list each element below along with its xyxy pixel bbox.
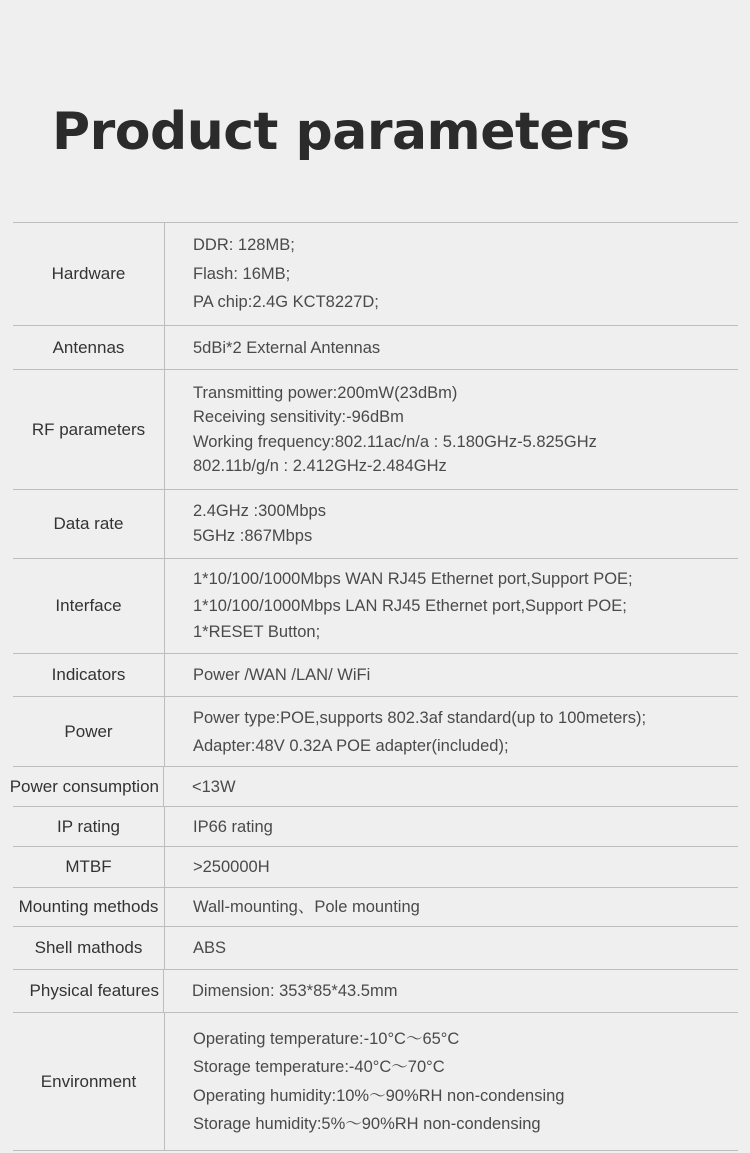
row-value	[165, 888, 738, 926]
row-label: Physical features	[13, 970, 164, 1012]
table-row	[9, 767, 738, 807]
value-line: Storage temperature:-40°C～70°C	[193, 1058, 445, 1076]
row-value	[165, 697, 738, 766]
row-label: Power	[13, 697, 165, 766]
value-line: 1*10/100/1000Mbps WAN RJ45 Ethernet port,Support POE;	[193, 570, 633, 589]
value-line: IP66 rating	[193, 817, 273, 836]
table-row	[13, 1013, 738, 1151]
page-title: Product parameters	[52, 102, 630, 162]
value-line: 802.11b/g/n : 2.412GHz-2.484GHz	[193, 457, 447, 475]
value-line: Dimension: 353*85*43.5mm	[192, 982, 398, 1000]
value-line: PA chip:2.4G KCT8227D;	[193, 293, 379, 312]
table-row	[13, 559, 738, 654]
row-label: Antennas	[13, 326, 165, 369]
value-line: 5dBi*2 External Antennas	[193, 338, 381, 357]
value-line: ABS	[193, 939, 227, 957]
value-line: Working frequency:802.11ac/n/a : 5.180GHz-5.825GHz	[193, 432, 597, 451]
row-value	[165, 847, 738, 887]
row-label: Shell mathods	[13, 927, 165, 969]
value-line: Transmitting power:200mW(23dBm)	[193, 383, 458, 402]
table-row	[13, 807, 738, 847]
row-value	[165, 326, 738, 369]
row-value	[165, 559, 738, 653]
value-line: Power /WAN /LAN/ WiFi	[193, 666, 371, 684]
row-value	[165, 927, 738, 969]
value-line: Adapter:48V 0.32A POE adapter(included);	[193, 736, 509, 755]
value-line: Operating humidity:10%～90%RH non-condensing	[193, 1086, 565, 1105]
value-line: Wall-mounting、Pole mounting	[193, 898, 420, 916]
table-row	[13, 697, 738, 767]
table-row	[13, 370, 738, 490]
row-label: Environment	[13, 1013, 165, 1150]
row-label: RF parameters	[13, 370, 165, 489]
row-value	[165, 223, 738, 325]
value-line: >250000H	[193, 858, 270, 876]
table-row	[13, 654, 738, 697]
value-line: Operating temperature:-10°C～65°C	[193, 1029, 460, 1048]
value-line: Flash: 16MB;	[193, 264, 291, 283]
row-value	[164, 970, 738, 1012]
table-row	[13, 970, 738, 1013]
row-label: Hardware	[13, 223, 165, 325]
row-label: Power consumption	[13, 767, 164, 806]
row-label: Interface	[13, 559, 165, 653]
value-line: 1*RESET Button;	[193, 623, 321, 642]
row-label: Mounting methods	[13, 888, 165, 926]
value-line: 5GHz :867Mbps	[193, 527, 313, 545]
row-label: IP rating	[13, 807, 165, 846]
row-label: Indicators	[13, 654, 165, 696]
row-value	[165, 490, 738, 558]
table-row	[13, 326, 738, 370]
row-value	[165, 654, 738, 696]
row-label: Data rate	[13, 490, 165, 558]
table-row	[13, 223, 738, 326]
parameters-table	[9, 222, 738, 1151]
table-row	[13, 847, 738, 888]
table-row	[13, 927, 738, 970]
row-value	[165, 1013, 738, 1150]
value-line: 2.4GHz :300Mbps	[193, 502, 326, 520]
value-line: Storage humidity:5%～90%RH non-condensing	[193, 1115, 541, 1133]
table-row	[13, 490, 738, 559]
value-line: DDR: 128MB;	[193, 236, 295, 255]
value-line: 1*10/100/1000Mbps LAN RJ45 Ethernet port,Support POE;	[193, 596, 627, 615]
row-label: MTBF	[13, 847, 165, 887]
value-line: Power type:POE,supports 802.3af standard(up to 100meters);	[193, 708, 647, 727]
row-value	[165, 807, 738, 846]
row-value	[164, 767, 738, 806]
row-value	[165, 370, 738, 489]
value-line: <13W	[192, 777, 236, 796]
value-line: Receiving sensitivity:-96dBm	[193, 408, 404, 426]
table-row	[13, 888, 738, 927]
